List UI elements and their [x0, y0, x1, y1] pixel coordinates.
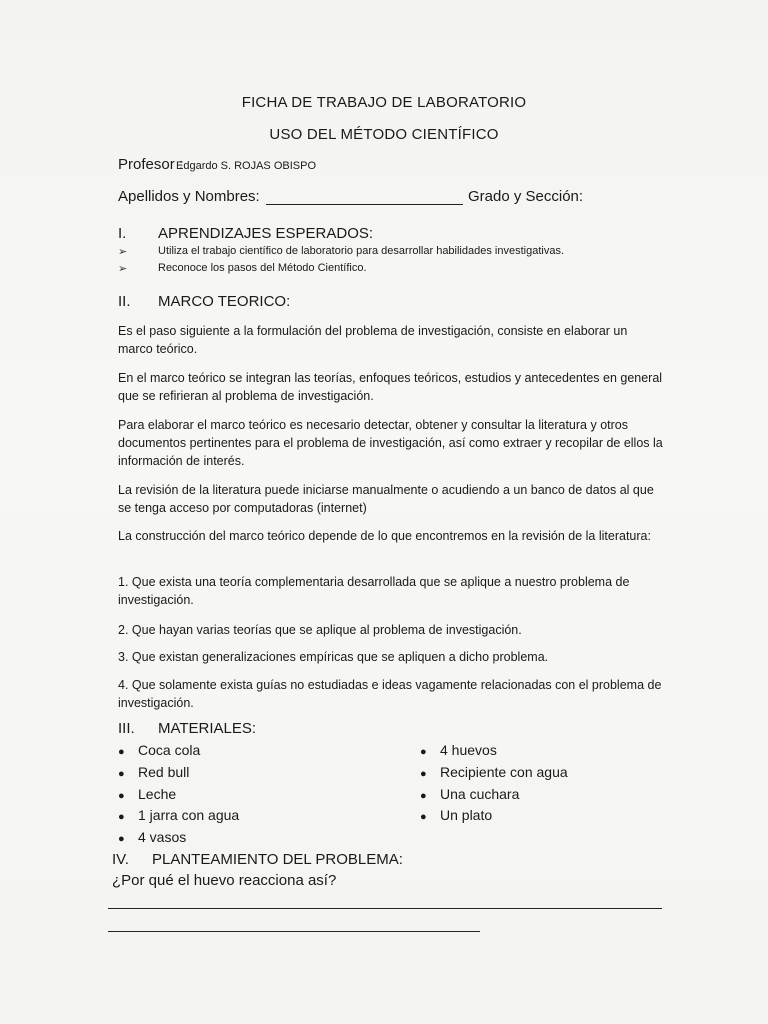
material-item — [118, 786, 176, 802]
objective-item: Utiliza el trabajo científico de laboratorio para desarrollar habilidades investigativas. — [158, 245, 564, 257]
profesor-label: Profesor : — [118, 156, 184, 173]
material-item — [420, 742, 497, 758]
material-label: Red bull — [138, 764, 190, 780]
names-label: Apellidos y Nombres: — [118, 188, 260, 205]
grado-seccion-label: Grado y Sección: — [468, 188, 584, 205]
material-label: 4 huevos — [440, 742, 497, 758]
answer-blank-line[interactable] — [108, 908, 662, 909]
material-label: Leche — [138, 786, 177, 802]
material-label: Un plato — [440, 807, 493, 823]
numbered-item: 3. Que existan generalizaciones empíricas que se apliquen a dicho problema. — [118, 650, 549, 664]
section-3-number: III. — [118, 720, 135, 737]
problem-question: ¿Por qué el huevo reacciona así? — [112, 872, 337, 889]
bullet-icon: ● — [420, 790, 427, 802]
material-item — [118, 807, 239, 823]
paragraph: La revisión de la literatura puede iniciarse manualmente o acudiendo a un banco de datos al que se tenga acceso por computadoras (internet) — [118, 483, 654, 515]
material-item — [118, 764, 189, 780]
section-4-title: PLANTEAMIENTO DEL PROBLEMA: — [152, 851, 403, 868]
bullet-icon: ● — [420, 746, 427, 758]
section-2-title: MARCO TEORICO: — [158, 293, 291, 310]
arrow-bullet-icon: ➢ — [118, 246, 128, 258]
section-1-title: APRENDIZAJES ESPERADOS: — [158, 225, 374, 242]
bullet-icon: ● — [420, 811, 427, 823]
material-label: Una cuchara — [440, 786, 520, 802]
material-item — [420, 786, 519, 802]
bullet-icon: ● — [118, 746, 125, 758]
bullet-icon: ● — [118, 811, 125, 823]
bullet-icon: ● — [118, 833, 125, 845]
numbered-item: 2. Que hayan varias teorías que se aplique al problema de investigación. — [118, 623, 522, 637]
paragraph: Para elaborar el marco teórico es necesario detectar, obtener y consultar la literatura y otros documentos pertinentes para el problema de investigación, así como extraer y recopilar de ellos la información de interés. — [118, 418, 663, 468]
material-label: Coca cola — [138, 742, 201, 758]
material-label: 1 jarra con agua — [138, 807, 240, 823]
names-blank-line[interactable] — [266, 204, 463, 205]
objective-item: Reconoce los pasos del Método Científico. — [158, 262, 367, 274]
document-subtitle: USO DEL MÉTODO CIENTÍFICO — [269, 126, 499, 143]
section-1-number: I. — [118, 225, 127, 242]
answer-blank-line[interactable] — [108, 931, 480, 932]
section-3-title: MATERIALES: — [158, 720, 257, 737]
material-item — [420, 807, 492, 823]
section-2-number: II. — [118, 293, 131, 310]
material-label: Recipiente con agua — [440, 764, 568, 780]
numbered-item: 4. Que solamente exista guías no estudiadas e ideas vagamente relacionadas con el problema de investigación. — [118, 678, 662, 710]
paragraph: Es el paso siguiente a la formulación del problema de investigación, consiste en elaborar un marco teórico. — [118, 324, 628, 356]
document-title: FICHA DE TRABAJO DE LABORATORIO — [241, 94, 527, 111]
paragraph: En el marco teórico se integran las teorías, enfoques teóricos, estudios y antecedentes en general que se refirieran al problema de investigación. — [118, 371, 663, 403]
material-item — [118, 829, 186, 845]
section-4-number: IV. — [112, 851, 129, 868]
arrow-bullet-icon: ➢ — [118, 263, 128, 275]
bullet-icon: ● — [118, 790, 125, 802]
bullet-icon: ● — [420, 768, 427, 780]
material-item — [118, 742, 200, 758]
material-item — [420, 764, 568, 780]
profesor-name: Edgardo S. ROJAS OBISPO — [176, 160, 317, 172]
numbered-item: 1. Que exista una teoría complementaria desarrollada que se aplique a nuestro problema de investigación. — [118, 575, 630, 607]
paragraph: La construcción del marco teórico depende de lo que encontremos en la revisión de la literatura: — [118, 529, 651, 543]
material-label: 4 vasos — [138, 829, 187, 845]
bullet-icon: ● — [118, 768, 125, 780]
